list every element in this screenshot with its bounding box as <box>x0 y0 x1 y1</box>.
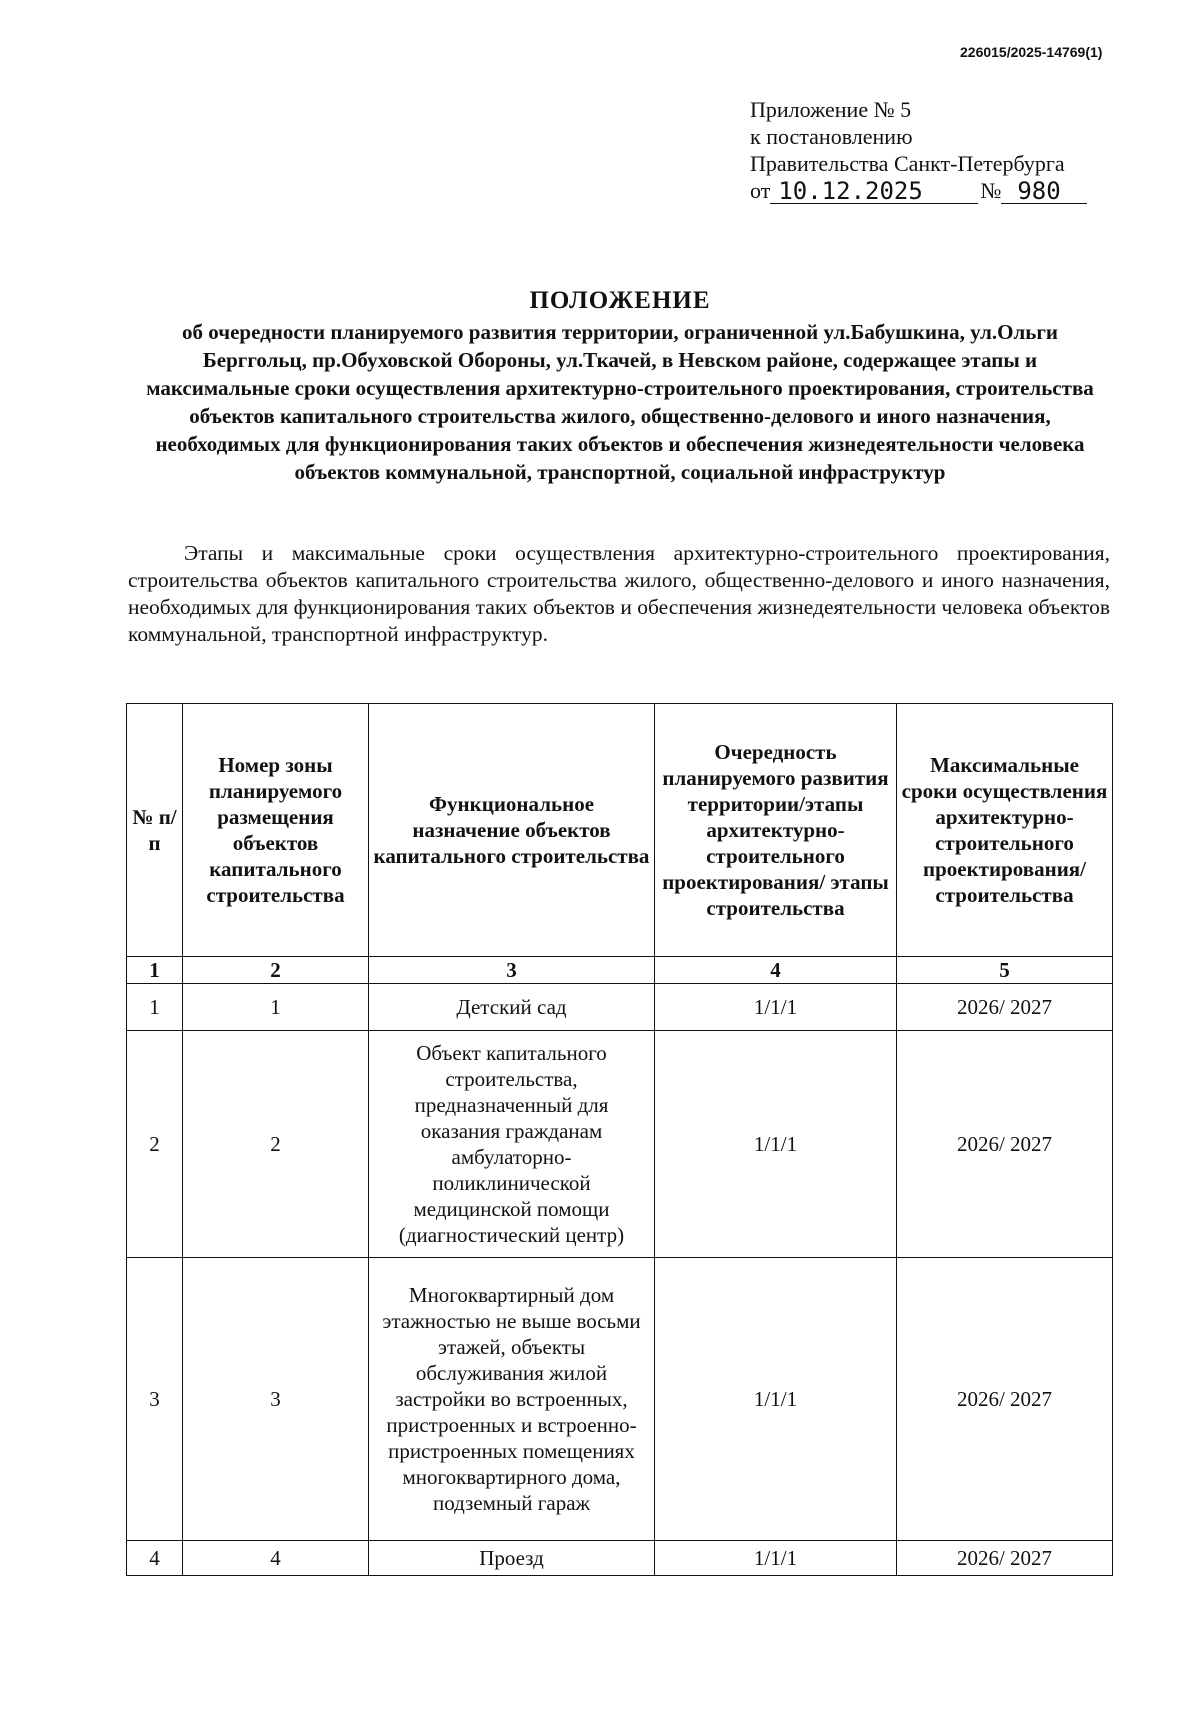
cell-number: 4 <box>127 1541 183 1576</box>
column-number: 3 <box>369 957 655 984</box>
header-terms: Максимальные сроки осуществления архитектурно-строительного проектирования/ строительства <box>897 704 1113 957</box>
table-row <box>127 1541 1113 1576</box>
document-number: 226015/2025-14769(1) <box>960 44 1103 60</box>
cell-zone: 3 <box>183 1258 369 1541</box>
cell-number: 2 <box>127 1031 183 1258</box>
header-zone: Номер зоны планируемого размещения объектов капитального строительства <box>183 704 369 957</box>
appendix-block <box>750 96 1110 204</box>
cell-terms: 2026/ 2027 <box>897 984 1113 1031</box>
intro-paragraph: Этапы и максимальные сроки осуществления архитектурно-строительного проектирования, строительства объектов капитального строительства жилого, общественно-делового и иного назначения, необходимых для функционирования таких объектов и обеспечения жизнедеятельности человека объектов коммунальной, транспортной инфраструктур. <box>128 541 1110 646</box>
header-number: № п/п <box>127 704 183 957</box>
cell-zone: 4 <box>183 1541 369 1576</box>
cell-terms: 2026/ 2027 <box>897 1541 1113 1576</box>
stages-table <box>126 703 1113 1576</box>
table-header-row <box>127 704 1113 957</box>
cell-zone: 1 <box>183 984 369 1031</box>
cell-order: 1/1/1 <box>655 984 897 1031</box>
table-row <box>127 1258 1113 1541</box>
cell-terms: 2026/ 2027 <box>897 1031 1113 1258</box>
column-number: 1 <box>127 957 183 984</box>
cell-order: 1/1/1 <box>655 1258 897 1541</box>
cell-purpose: Многоквартирный дом этажностью не выше восьми этажей, объекты обслуживания жилой застройки во встроенных, пристроенных и встроенно-пристроенных помещениях многоквартирного дома, подземный гараж <box>369 1258 655 1541</box>
document-title-block <box>130 286 1110 486</box>
cell-number: 3 <box>127 1258 183 1541</box>
cell-zone: 2 <box>183 1031 369 1258</box>
resolution-date: 10.12.2025 <box>770 179 978 204</box>
appendix-line-3: Правительства Санкт-Петербурга <box>750 151 1065 176</box>
resolution-date-number <box>750 177 1110 204</box>
cell-terms: 2026/ 2027 <box>897 1258 1113 1541</box>
cell-purpose: Детский сад <box>369 984 655 1031</box>
resolution-number: 980 <box>1001 179 1087 204</box>
cell-purpose: Объект капитального строительства, предназначенный для оказания гражданам амбулаторно-поликлинической медицинской помощи (диагностический центр) <box>369 1031 655 1258</box>
column-number: 5 <box>897 957 1113 984</box>
number-label: № <box>980 178 1002 203</box>
appendix-line-2: к постановлению <box>750 124 913 149</box>
column-number: 2 <box>183 957 369 984</box>
table-row <box>127 1031 1113 1258</box>
cell-order: 1/1/1 <box>655 1031 897 1258</box>
from-label: от <box>750 178 771 203</box>
table-row <box>127 984 1113 1031</box>
cell-purpose: Проезд <box>369 1541 655 1576</box>
document-title: ПОЛОЖЕНИЕ <box>529 287 711 314</box>
document-subtitle: об очередности планируемого развития территории, ограниченной ул.Бабушкина, ул.Ольги Берггольц, пр.Обуховской Обороны, ул.Ткачей, в Невском районе, содержащее этапы и максимальные сроки осуществления архитектурно-строительного проектирования, строительства объектов капитального строительства жилого, общественно-делового и иного назначения, необходимых для функционирования таких объектов и обеспечения жизнедеятельности человека объектов коммунальной, транспортной, социальной инфраструктур <box>146 320 1094 484</box>
cell-order: 1/1/1 <box>655 1541 897 1576</box>
header-order: Очередность планируемого развития территории/этапы архитектурно-строительного проектирования/ этапы строительства <box>655 704 897 957</box>
column-numbers-row <box>127 957 1113 984</box>
cell-number: 1 <box>127 984 183 1031</box>
appendix-line-1: Приложение № 5 <box>750 97 912 122</box>
column-number: 4 <box>655 957 897 984</box>
header-purpose: Функциональное назначение объектов капитального строительства <box>369 704 655 957</box>
